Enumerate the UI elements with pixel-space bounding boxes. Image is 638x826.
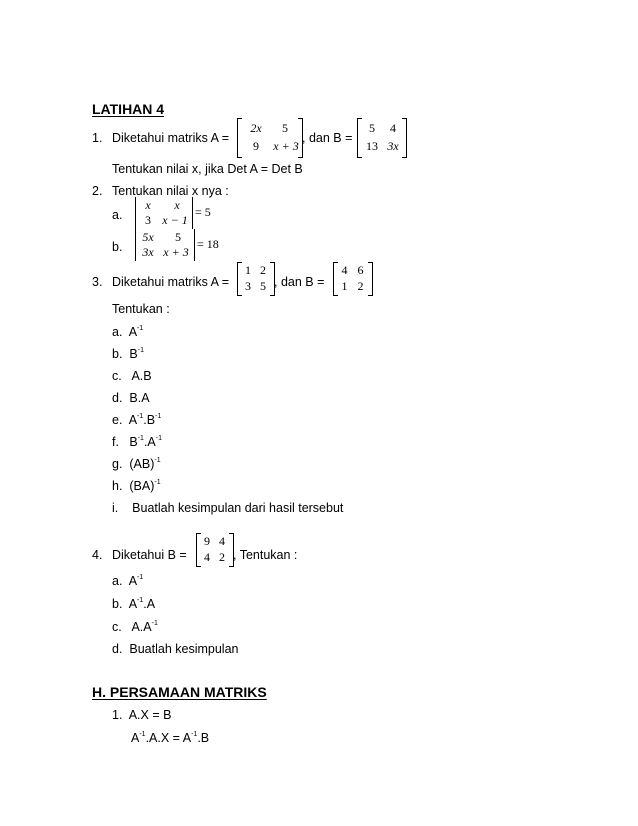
matrix-cell: 3x bbox=[387, 139, 399, 153]
q2-item-a-label: a. bbox=[112, 208, 123, 222]
list-item: g. (AB)$^{-1}$ bbox=[112, 457, 161, 471]
matrix-cell: 1 bbox=[341, 279, 348, 293]
q1-matrix-b bbox=[357, 118, 407, 158]
matrix-cell: x + 3 bbox=[273, 139, 299, 153]
matrix-cell: 4 bbox=[219, 534, 225, 548]
matrix-cell: 5 bbox=[369, 121, 375, 135]
matrix-cell: 9 bbox=[253, 139, 259, 153]
list-item: c. A.B bbox=[112, 369, 152, 383]
matrix-cell: 4 bbox=[341, 263, 348, 277]
q4-text-a: Diketahui B = bbox=[112, 548, 187, 562]
question-number-1: 1. bbox=[92, 131, 103, 145]
matrix-cell: x + 3 bbox=[163, 245, 189, 259]
q3-instruction: Tentukan : bbox=[112, 302, 170, 316]
matrix-cell: 9 bbox=[204, 534, 210, 548]
q3-matrix-a bbox=[237, 262, 275, 296]
matrix-cell: 4 bbox=[390, 121, 396, 135]
q1-text-b: , dan B = bbox=[302, 131, 353, 145]
matrix-cell: 2x bbox=[250, 121, 262, 135]
q1-text-a: Diketahui matriks A = bbox=[112, 131, 230, 145]
matrix-cell: 5x bbox=[142, 230, 154, 244]
matrix-cell: 4 bbox=[204, 550, 210, 564]
list-item: 1. A.X = B bbox=[112, 708, 172, 722]
q2-text: Tentukan nilai x nya : bbox=[112, 184, 229, 198]
matrix-cell: 1 bbox=[245, 263, 251, 277]
matrix-cell: x bbox=[174, 198, 180, 212]
matrix-cell: 5 bbox=[175, 230, 181, 244]
matrix-cell: 3 bbox=[145, 213, 151, 227]
q3-text-b: , dan B = bbox=[274, 275, 325, 289]
q1-matrix-a bbox=[237, 118, 303, 158]
q4-matrix bbox=[196, 533, 234, 567]
section-title-latihan: LATIHAN 4 bbox=[92, 101, 165, 117]
matrix-cell: 2 bbox=[357, 279, 364, 293]
equation-line: $A^{-1}.A.X = A^{-1}.B$ bbox=[131, 731, 210, 745]
q2-a-result: = 5 bbox=[195, 205, 211, 219]
list-item: f. $B^{-1}.A^{-1}$ bbox=[112, 435, 162, 449]
q3-matrix-b bbox=[333, 262, 373, 296]
question-number-4: 4. bbox=[92, 548, 103, 562]
matrix-cell: 5 bbox=[260, 279, 266, 293]
matrix-cell: x bbox=[145, 198, 151, 212]
q2-item-b-label: b. bbox=[112, 240, 123, 254]
q1-instruction: Tentukan nilai x, jika Det A = Det B bbox=[112, 162, 303, 176]
list-item: d. B.A bbox=[112, 391, 150, 405]
list-item: b. $A^{-1}.A$ bbox=[112, 597, 156, 611]
list-item: b. $B^{-1}$ bbox=[112, 347, 144, 361]
matrix-cell: 2 bbox=[260, 263, 266, 277]
list-item: a. $A^{-1}$ bbox=[112, 325, 144, 339]
list-item: h. (BA)$^{-1}$ bbox=[112, 479, 161, 493]
matrix-cell: 3 bbox=[245, 279, 251, 293]
question-number-3: 3. bbox=[92, 275, 103, 289]
question-number-2: 2. bbox=[92, 184, 103, 198]
q4-text-b: , Tentukan : bbox=[233, 548, 298, 562]
matrix-cell: 13 bbox=[366, 139, 378, 153]
matrix-cell: 3x bbox=[142, 245, 154, 259]
matrix-cell: x − 1 bbox=[162, 213, 188, 227]
list-item: d. Buatlah kesimpulan bbox=[112, 642, 239, 656]
q2-a-determinant bbox=[135, 197, 193, 229]
list-item: a. $A^{-1}$ bbox=[112, 574, 144, 588]
matrix-cell: 5 bbox=[282, 121, 288, 135]
list-item: c. $A.A^{-1}$ bbox=[112, 620, 158, 634]
section-title-persamaan-matriks: H. PERSAMAAN MATRIKS bbox=[92, 684, 267, 700]
matrix-cell: 2 bbox=[219, 550, 225, 564]
q2-b-result: = 18 bbox=[197, 237, 219, 251]
matrix-cell: 6 bbox=[357, 263, 364, 277]
q2-b-determinant bbox=[135, 229, 195, 261]
q3-text-a: Diketahui matriks A = bbox=[112, 275, 230, 289]
list-item: e. $A^{-1}.B^{-1}$ bbox=[112, 413, 162, 427]
list-item: i. Buatlah kesimpulan dari hasil tersebut bbox=[112, 501, 344, 515]
